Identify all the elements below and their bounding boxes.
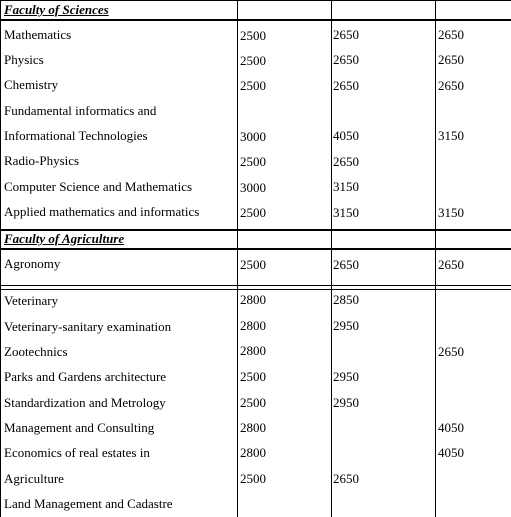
- row-name: Management and Consulting: [4, 420, 155, 435]
- row-value-col3: 4050: [438, 445, 464, 460]
- row-value-col3: 2650: [438, 344, 464, 359]
- row-value-col1: 2800: [240, 420, 266, 435]
- section-divider-double-bottom: [0, 289, 511, 290]
- section-title-sciences: Faculty of Sciences: [4, 2, 109, 17]
- row-name: Agriculture: [4, 471, 64, 486]
- row-name: Computer Science and Mathematics: [4, 179, 193, 194]
- row-value-col2: 2650: [333, 52, 359, 67]
- row-name: Mathematics: [4, 27, 72, 42]
- row-value-col3: 2650: [438, 78, 464, 93]
- row-name: Standardization and Metrology: [4, 395, 166, 410]
- row-value-col2: 2650: [333, 257, 359, 272]
- table-border-top: [0, 0, 511, 1]
- row-name: Chemistry: [4, 77, 59, 92]
- row-value-col3: 3150: [438, 205, 464, 220]
- row-value-col2: 2850: [333, 292, 359, 307]
- row-value-col1: 2800: [240, 445, 266, 460]
- section-divider-double-top: [0, 285, 511, 286]
- row-value-col1: 2500: [240, 205, 266, 220]
- column-divider-3: [435, 0, 436, 517]
- row-value-col1: 2800: [240, 343, 266, 358]
- section-header-underline-sciences: [0, 19, 511, 21]
- row-value-col2: 2650: [333, 27, 359, 42]
- row-value-col1: 3000: [240, 180, 266, 195]
- table-border-left: [0, 0, 1, 517]
- row-value-col1: 2500: [240, 395, 266, 410]
- row-value-col3: 2650: [438, 52, 464, 67]
- row-value-col1: 2800: [240, 292, 266, 307]
- row-value-col1: 2500: [240, 154, 266, 169]
- row-value-col2: 2650: [333, 154, 359, 169]
- row-value-col1: 2500: [240, 53, 266, 68]
- row-name: Land Management and Cadastre: [4, 496, 173, 511]
- row-name: Fundamental informatics and: [4, 103, 157, 118]
- row-value-col1: 2500: [240, 471, 266, 486]
- row-value-col2: 4050: [333, 128, 359, 143]
- row-name: Informational Technologies: [4, 128, 148, 143]
- row-name: Radio-Physics: [4, 153, 80, 168]
- column-divider-1: [237, 0, 238, 517]
- row-value-col1: 2800: [240, 318, 266, 333]
- row-value-col1: 2500: [240, 369, 266, 384]
- row-value-col2: 2650: [333, 471, 359, 486]
- row-name: Parks and Gardens architecture: [4, 369, 167, 384]
- row-value-col1: 2500: [240, 28, 266, 43]
- section-header-underline-agriculture: [0, 248, 511, 250]
- section-title-agriculture: Faculty of Agriculture: [4, 231, 125, 246]
- row-value-col1: 2500: [240, 257, 266, 272]
- row-value-col3: 2650: [438, 257, 464, 272]
- row-value-col1: 3000: [240, 129, 266, 144]
- row-value-col3: 3150: [438, 128, 464, 143]
- row-value-col2: 2950: [333, 369, 359, 384]
- row-name: Agronomy: [4, 256, 61, 271]
- row-value-col2: 2950: [333, 318, 359, 333]
- row-name: Zootechnics: [4, 344, 68, 359]
- row-value-col3: 2650: [438, 27, 464, 42]
- row-name: Physics: [4, 52, 44, 67]
- row-value-col2: 2650: [333, 78, 359, 93]
- row-value-col2: 3150: [333, 205, 359, 220]
- row-value-col2: 2950: [333, 395, 359, 410]
- row-value-col1: 2500: [240, 78, 266, 93]
- row-name: Economics of real estates in: [4, 445, 150, 460]
- row-name: Veterinary: [4, 293, 59, 308]
- column-divider-2: [331, 0, 332, 517]
- row-value-col2: 3150: [333, 179, 359, 194]
- row-name: Applied mathematics and informatics: [4, 204, 200, 219]
- row-value-col3: 4050: [438, 420, 464, 435]
- row-name: Veterinary-sanitary examination: [4, 319, 172, 334]
